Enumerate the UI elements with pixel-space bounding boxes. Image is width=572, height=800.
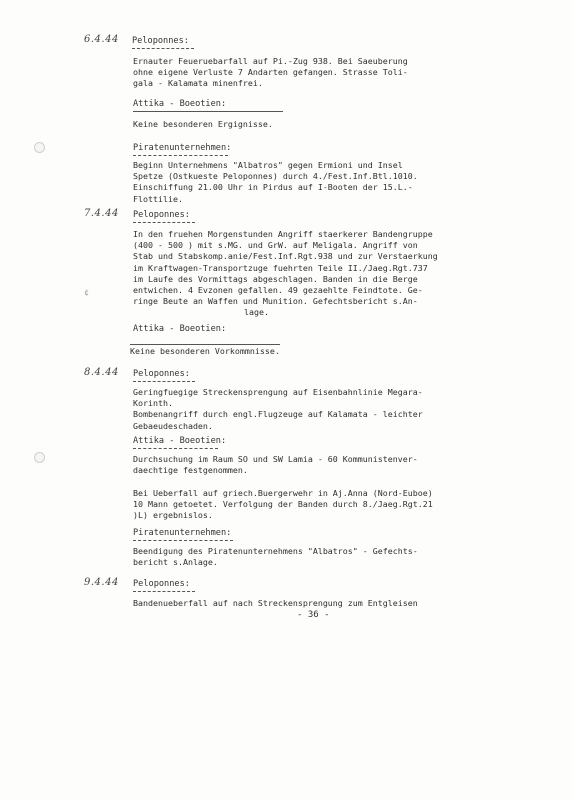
text-line: (400 - 500 ) mit s.MG. und GrW. auf Meligala. Angriff von xyxy=(133,240,418,251)
entry-date: 9.4.44 xyxy=(84,577,119,588)
entry-date: 6.4.44 xyxy=(84,34,119,45)
text-line: ringe Beute an Waffen und Munition. Gefechtsbericht s.An- xyxy=(133,296,418,307)
text-line: Stab und Stabskomp.anie/Fest.Inf.Rgt.938 und zur Verstaerkung xyxy=(133,251,438,262)
text-line: ohne eigene Verluste 7 Andarten gefangen. Strasse Toli- xyxy=(133,67,408,78)
section-heading: Attika - Boeotien: xyxy=(133,99,283,112)
section-text xyxy=(133,387,423,432)
text-line: Flottilie. xyxy=(133,193,183,204)
text-line: im Kraftwagen-Transportzuge fuehrten Teile II./Jaeg.Rgt.737 xyxy=(133,262,428,273)
text-line: Durchsuchung im Raum SO und SW Lamia - 60 Kommunistenver- xyxy=(133,454,418,464)
text-line: Bei Ueberfall auf griech.Buergerwehr in Aj.Anna (Nord-Euboe) xyxy=(133,487,433,498)
text-line: Einschiffung 21.00 Uhr in Pirdus auf I-Booten der 15.L.- xyxy=(133,182,413,193)
text-line: Korinth. xyxy=(133,398,173,409)
text-line: Geringfuegige Streckensprengung auf Eisenbahnlinie Megara- xyxy=(133,387,423,397)
text-line: lage. xyxy=(244,307,269,318)
text-line: Beginn Unternehmens "Albatros" gegen Ermioni und Insel xyxy=(133,160,403,170)
text-line: 10 Mann getoetet. Verfolgung der Banden durch 8./Jaeg.Rgt.21 xyxy=(133,498,433,509)
section-heading: Attika - Boeotien: xyxy=(133,324,227,334)
text-line: Beendigung des Piratenunternehmens "Albatros" - Gefechts- xyxy=(133,546,418,556)
section-heading: Peloponnes: xyxy=(133,210,195,223)
text-line: gala - Kalamata minenfrei. xyxy=(133,78,263,89)
section-heading: Piratenunternehmen: xyxy=(133,143,231,156)
section-text xyxy=(133,56,408,90)
text-line: Bandenueberfall auf nach Streckensprengung zum Entgleisen xyxy=(133,598,418,608)
section-heading: Peloponnes: xyxy=(132,36,194,49)
section-text xyxy=(133,598,418,609)
section-heading: Peloponnes: xyxy=(133,369,195,382)
text-line: daechtige festgenommen. xyxy=(133,465,248,476)
entry-date: 8.4.44 xyxy=(84,367,119,378)
section-text xyxy=(133,119,273,130)
section-text xyxy=(130,344,280,357)
page-number: - 36 - xyxy=(297,610,330,620)
text-line: bericht s.Anlage. xyxy=(133,557,218,568)
text-line: Bombenangriff durch engl.Flugzeuge auf Kalamata - leichter xyxy=(133,409,423,420)
entry-date: 7.4.44 xyxy=(84,208,119,219)
section-heading: Attika - Boeotien: xyxy=(133,436,226,449)
text-line: Gebaeudeschaden. xyxy=(133,420,213,431)
text-line: Spetze (Ostkueste Peloponnes) durch 4./Fest.Inf.Btl.1010. xyxy=(133,171,418,182)
section-text xyxy=(133,546,418,568)
margin-mark: ¢ xyxy=(84,288,89,297)
section-text xyxy=(133,454,433,521)
section-heading: Piratenunternehmen: xyxy=(133,528,233,541)
section-text xyxy=(133,229,438,319)
text-line: entwichen. 4 Evzonen gefallen. 49 gezaehlte Feindtote. Ge- xyxy=(133,285,423,296)
punch-hole-top xyxy=(34,142,45,153)
text-line: im Laufe des Vormittags abgeschlagen. Banden in die Berge xyxy=(133,273,418,284)
text-line: Ernauter Feueruebarfall auf Pi.-Zug 938. Bei Saeuberung xyxy=(133,56,408,66)
section-text xyxy=(133,160,418,205)
text-line: Keine besonderen Vorkommnisse. xyxy=(130,346,280,356)
text-line: Keine besonderen Ergignisse. xyxy=(133,119,273,129)
section-heading: Peloponnes: xyxy=(133,579,195,592)
text-line: In den fruehen Morgenstunden Angriff staerkerer Bandengruppe xyxy=(133,229,433,239)
punch-hole-bottom xyxy=(34,452,45,463)
text-line: )L) ergebnislos. xyxy=(133,510,213,521)
